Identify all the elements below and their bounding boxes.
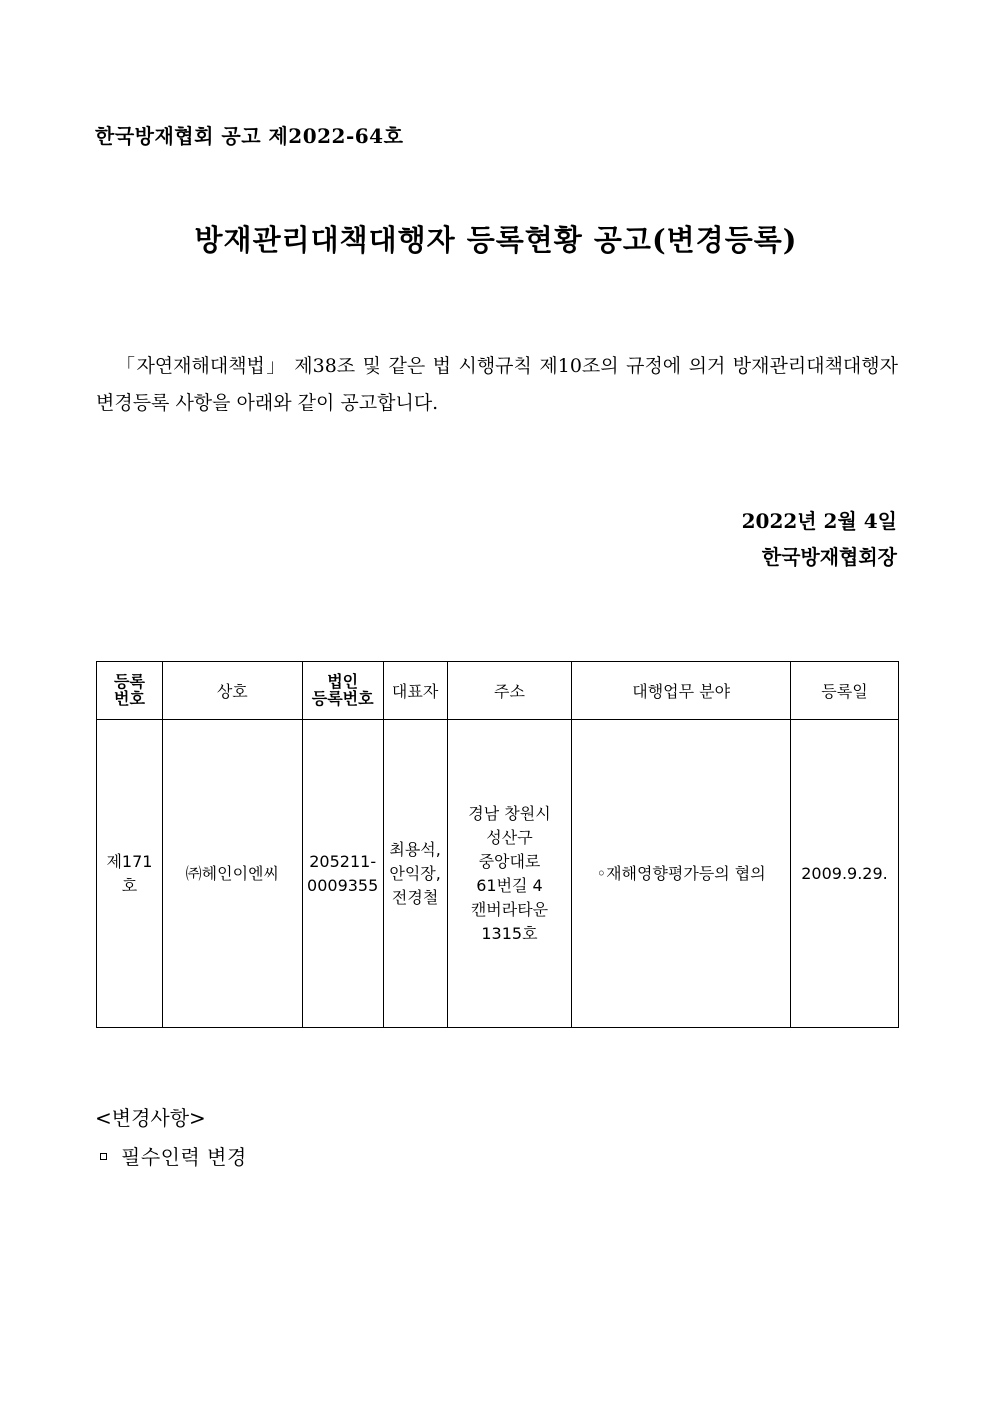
header-address: 주소 xyxy=(447,662,572,720)
reg-date-value: 2009.9.29. xyxy=(801,863,888,883)
header-field: 대행업무 분야 xyxy=(572,662,791,720)
cell-corp-no xyxy=(302,720,383,1028)
page-title: 방재관리대책대행자 등록현황 공고(변경등록) xyxy=(194,223,798,257)
header-reg-no xyxy=(97,662,163,720)
address-value: 경남 창원시 성산구 중앙대로 61번길 4 캔버라타운 1315호 xyxy=(468,803,551,943)
notice-number: 한국방재협회 공고 제2022-64호 xyxy=(95,124,404,148)
cell-company xyxy=(162,720,302,1028)
registry-table xyxy=(96,661,899,1028)
cell-reg-no xyxy=(97,720,163,1028)
header-corp-no-line1: 법인 xyxy=(327,672,359,691)
square-bullet-icon xyxy=(100,1153,107,1160)
cell-representative xyxy=(383,720,447,1028)
changes-item xyxy=(100,1141,247,1170)
corp-no-value: 205211- 0009355 xyxy=(307,851,379,895)
header-reg-no-line1: 등록 xyxy=(114,672,145,691)
company-value: ㈜헤인이엔씨 xyxy=(185,863,279,883)
header-representative: 대표자 xyxy=(383,662,447,720)
field-value: ◦재해영향평가등의 협의 xyxy=(596,863,766,883)
header-reg-date: 등록일 xyxy=(790,662,898,720)
header-reg-no-line2: 번호 xyxy=(114,689,145,708)
reg-no-value: 제171호 xyxy=(106,851,153,895)
cell-reg-date xyxy=(790,720,898,1028)
notice-date: 2022년 2월 4일 xyxy=(741,509,897,533)
cell-field xyxy=(572,720,791,1028)
representative-value: 최용석, 안익장, 전경철 xyxy=(389,839,441,907)
header-corp-no xyxy=(302,662,383,720)
changes-heading: <변경사항> xyxy=(95,1106,206,1130)
table-row xyxy=(97,720,899,1028)
cell-address xyxy=(447,720,572,1028)
changes-item-text: 필수인력 변경 xyxy=(121,1145,247,1169)
table-header-row xyxy=(97,662,899,720)
body-paragraph: 「자연재해대책법」 제38조 및 같은 법 시행규칙 제10조의 규정에 의거 방재관리대책대행자 변경등록 사항을 아래와 같이 공고합니다. xyxy=(96,355,898,414)
signer: 한국방재협회장 xyxy=(761,545,897,569)
header-corp-no-line2: 등록번호 xyxy=(311,689,374,708)
header-company: 상호 xyxy=(162,662,302,720)
